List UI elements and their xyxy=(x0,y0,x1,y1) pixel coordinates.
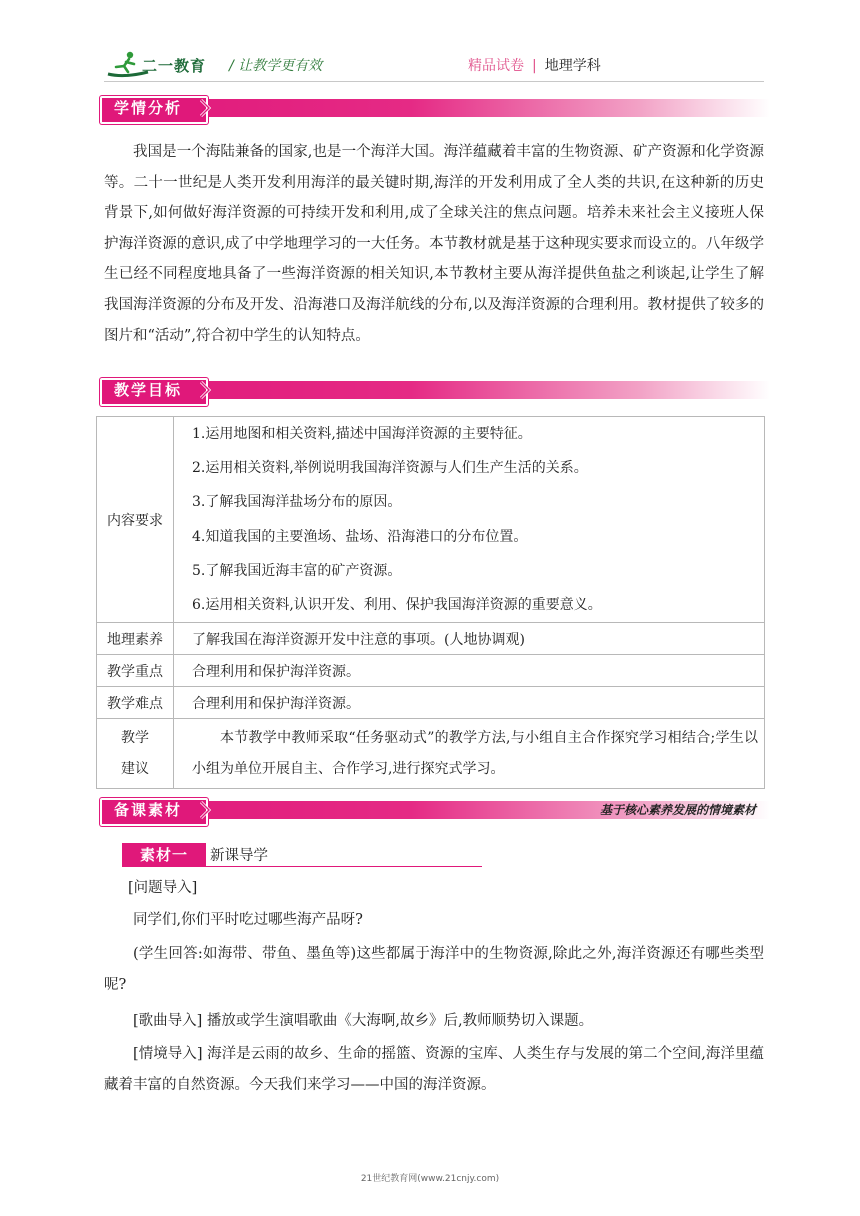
section-title: 学情分析 xyxy=(113,99,182,117)
label-line: 教学 xyxy=(121,729,149,746)
literacy-value: 了解我国在海洋资源开发中注意的事项。(人地协调观) xyxy=(174,623,765,655)
section-title: 备课素材 xyxy=(113,801,182,819)
list-item: 6.运用相关资料,认识开发、利用、保护我国海洋资源的重要意义。 xyxy=(192,596,602,613)
list-item: 1.运用地图和相关资料,描述中国海洋资源的主要特征。 xyxy=(192,426,532,442)
label-line: 建议 xyxy=(121,760,149,777)
material-one-header xyxy=(104,843,504,867)
material-tag: 素材一 xyxy=(122,843,206,867)
key-point-value: 合理利用和保护海洋资源。 xyxy=(174,655,765,687)
section-banner-analysis xyxy=(100,96,770,120)
list-item: 2.运用相关资料,举例说明我国海洋资源与人们生产生活的关系。 xyxy=(192,460,588,477)
list-item: 3.了解我国海洋盐场分布的原因。 xyxy=(192,494,402,511)
section-banner-goals xyxy=(100,378,770,402)
section-title: 教学目标 xyxy=(113,381,182,399)
premium-tag: 精品试卷 xyxy=(468,58,524,74)
row-label-content-req: 内容要求 xyxy=(97,417,174,623)
section-banner-materials xyxy=(100,798,770,822)
analysis-paragraph: 我国是一个海陆兼备的国家,也是一个海洋大国。海洋蕴藏着丰富的生物资源、矿产资源和化学资源等。二十一世纪是人类开发利用海洋的最关键时期,海洋的开发利用成了全人类的共识,在这种新的历史背景下,如何做好海洋资源的可持续开发和利用,成了全球关注的焦点问题。培养未来社会主义接班人保护海洋资源的意识,成了中学地理学习的一大任务。本节教材就是基于这种现实要求而设立的。八年级学生已经不同程度地具备了一些海洋资源的相关知识,本节教材主要从海洋提供鱼盐之利谈起,让学生了解我国海洋资源的分布及开发、沿海港口及海洋航线的分布,以及海洋资源的合理利用。教材提供了较多的图片和“活动”,符合初中学生的认知特点。 xyxy=(104,144,764,344)
row-label-literacy: 地理素养 xyxy=(97,623,174,655)
header-right xyxy=(468,55,601,75)
logo-text: 二一教育 xyxy=(142,57,207,75)
footer-source: 21世纪教育网(www.21cnjy.com) xyxy=(360,1174,500,1184)
header-divider xyxy=(104,81,764,82)
slogan: / 让教学更有效 xyxy=(229,58,323,74)
content-req-list xyxy=(174,417,765,623)
row-label-suggestion xyxy=(97,719,174,789)
table-row xyxy=(97,623,765,655)
song-intro-line: [歌曲导入] 播放或学生演唱歌曲《大海啊,故乡》后,教师顺势切入课题。 xyxy=(133,1013,594,1029)
suggestion-value xyxy=(174,719,765,789)
table-row xyxy=(97,417,765,623)
student-answer-paragraph: (学生回答:如海带、带鱼、墨鱼等)这些都属于海洋中的生物资源,除此之外,海洋资源还有哪些类型呢? xyxy=(104,946,764,993)
table-row xyxy=(97,655,765,687)
question-line: 同学们,你们平时吃过哪些海产品呀? xyxy=(133,912,363,928)
list-item: 5.了解我国近海丰富的矿产资源。 xyxy=(192,562,402,579)
material-title: 新课导学 xyxy=(210,848,268,864)
chevron-right-icon xyxy=(198,98,218,118)
materials-note: 基于核心素养发展的情境素材 xyxy=(599,803,756,817)
suggestion-text: 本节教学中教师采取“任务驱动式”的教学方法,与小组自主合作探究学习相结合;学生以小组为单位开展自主、合作学习,进行探究式学习。 xyxy=(192,729,758,777)
row-label-difficulty: 教学难点 xyxy=(97,687,174,719)
teaching-goals-table xyxy=(96,416,765,789)
table-row xyxy=(97,719,765,789)
material-underline xyxy=(122,866,482,867)
scene-intro-paragraph: [情境导入] 海洋是云雨的故乡、生命的摇篮、资源的宝库、人类生存与发展的第二个空间,海洋里蕴藏着丰富的自然资源。今天我们来学习——中国的海洋资源。 xyxy=(104,1046,764,1093)
table-row xyxy=(97,687,765,719)
question-intro-heading: [问题导入] xyxy=(128,880,198,896)
list-item: 4.知道我国的主要渔场、盐场、沿海港口的分布位置。 xyxy=(192,528,528,545)
difficulty-value: 合理利用和保护海洋资源。 xyxy=(174,687,765,719)
chevron-right-icon xyxy=(198,800,218,820)
header-separator: | xyxy=(532,58,537,74)
row-label-key-point: 教学重点 xyxy=(97,655,174,687)
subject-label: 地理学科 xyxy=(544,58,601,74)
chevron-right-icon xyxy=(198,380,218,400)
